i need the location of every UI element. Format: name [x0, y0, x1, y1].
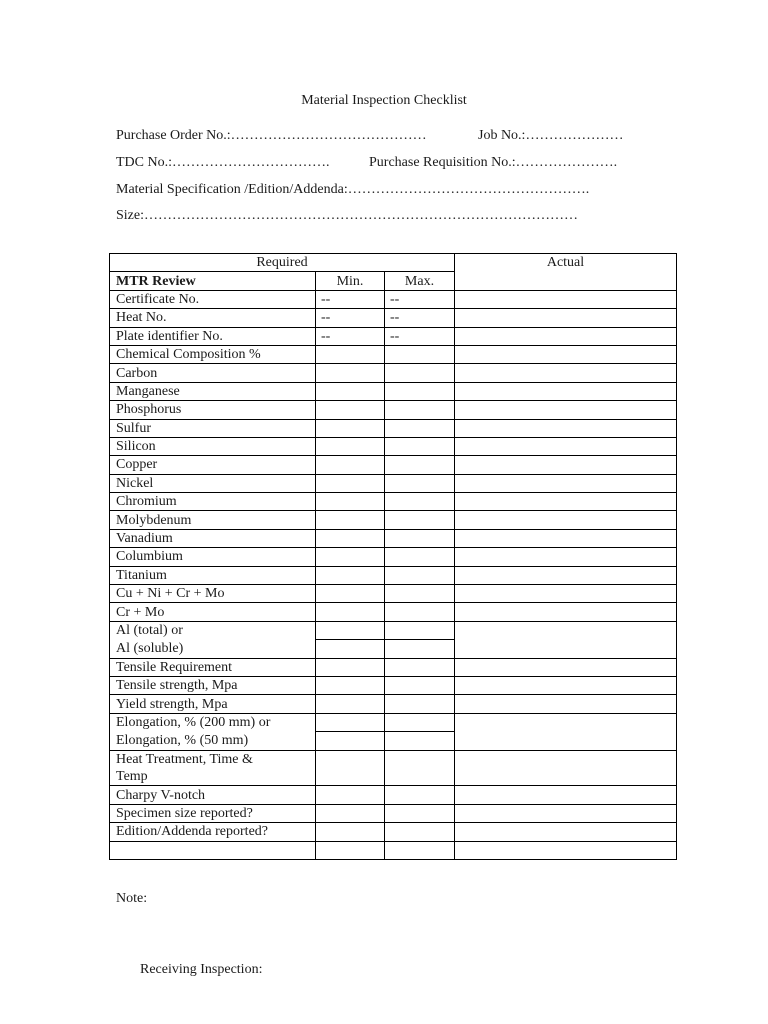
- row-min-cell: [316, 768, 385, 786]
- row-min-cell: [316, 621, 385, 639]
- row-max-cell: [385, 786, 455, 804]
- header-min: Min.: [316, 272, 385, 290]
- row-max-cell: --: [385, 309, 455, 327]
- row-label: Heat No.: [110, 309, 316, 327]
- row-min-cell: [316, 419, 385, 437]
- row-max-cell: [385, 750, 455, 768]
- table-row: [110, 511, 677, 529]
- row-max-cell: [385, 548, 455, 566]
- row-max-cell: [385, 695, 455, 713]
- row-max-cell: [385, 585, 455, 603]
- row-actual-cell: [455, 437, 677, 455]
- row-max-cell: [385, 456, 455, 474]
- row-label: Copper: [110, 456, 316, 474]
- document-title: Material Inspection Checklist: [301, 93, 467, 108]
- row-actual-cell: [455, 786, 677, 804]
- row-max-cell: [385, 658, 455, 676]
- row-label: Silicon: [110, 437, 316, 455]
- row-label: Titanium: [110, 566, 316, 584]
- row-max-cell: [385, 437, 455, 455]
- row-actual-cell: [455, 529, 677, 547]
- row-label: Columbium: [110, 548, 316, 566]
- row-actual-cell: [455, 695, 677, 713]
- row-actual-cell: [455, 713, 677, 731]
- row-min-cell: [316, 695, 385, 713]
- row-label: Temp: [110, 768, 316, 786]
- header-actual: Actual: [455, 254, 677, 291]
- row-max-cell: [385, 364, 455, 382]
- row-max-cell: [385, 511, 455, 529]
- row-max-cell: [385, 676, 455, 694]
- row-max-cell: --: [385, 327, 455, 345]
- table-row: [110, 290, 677, 308]
- row-actual-cell: [455, 364, 677, 382]
- row-max-cell: [385, 713, 455, 731]
- row-min-cell: [316, 529, 385, 547]
- table-row: [110, 456, 677, 474]
- row-label: Nickel: [110, 474, 316, 492]
- row-actual-cell: [455, 456, 677, 474]
- row-actual-cell: [455, 658, 677, 676]
- job-no-field: Job No.:…………………: [478, 128, 624, 143]
- row-actual-cell: [455, 841, 677, 859]
- row-actual-cell: [455, 732, 677, 750]
- row-max-cell: [385, 768, 455, 786]
- table-row: [110, 804, 677, 822]
- table-row: [110, 713, 677, 731]
- row-max-cell: [385, 382, 455, 400]
- row-actual-cell: [455, 419, 677, 437]
- table-row: [110, 493, 677, 511]
- row-actual-cell: [455, 804, 677, 822]
- row-min-cell: --: [316, 327, 385, 345]
- row-actual-cell: [455, 474, 677, 492]
- table-row: [110, 732, 677, 750]
- row-label: Molybdenum: [110, 511, 316, 529]
- row-label: Tensile Requirement: [110, 658, 316, 676]
- row-label: Phosphorus: [110, 401, 316, 419]
- row-min-cell: --: [316, 290, 385, 308]
- row-label: [110, 841, 316, 859]
- table-header-row: [110, 254, 677, 272]
- row-actual-cell: [455, 823, 677, 841]
- table-row: [110, 621, 677, 639]
- row-min-cell: [316, 713, 385, 731]
- row-label: Specimen size reported?: [110, 804, 316, 822]
- row-actual-cell: [455, 621, 677, 639]
- row-min-cell: [316, 456, 385, 474]
- row-max-cell: [385, 732, 455, 750]
- row-actual-cell: [455, 345, 677, 363]
- row-min-cell: [316, 732, 385, 750]
- table-row: [110, 309, 677, 327]
- row-max-cell: [385, 419, 455, 437]
- table-row: [110, 750, 677, 768]
- row-label: Cu + Ni + Cr + Mo: [110, 585, 316, 603]
- inspection-table: [109, 253, 677, 860]
- table-row: [110, 327, 677, 345]
- table-row: [110, 437, 677, 455]
- row-label: Cr + Mo: [110, 603, 316, 621]
- row-max-cell: [385, 804, 455, 822]
- row-actual-cell: [455, 382, 677, 400]
- row-actual-cell: [455, 603, 677, 621]
- row-actual-cell: [455, 640, 677, 658]
- row-max-cell: [385, 823, 455, 841]
- row-min-cell: [316, 511, 385, 529]
- row-actual-cell: [455, 676, 677, 694]
- row-min-cell: [316, 437, 385, 455]
- row-max-cell: --: [385, 290, 455, 308]
- row-actual-cell: [455, 309, 677, 327]
- section-label-mtr-review: MTR Review: [110, 272, 316, 290]
- header-required: Required: [110, 254, 455, 272]
- table-row: [110, 786, 677, 804]
- table-row: [110, 529, 677, 547]
- row-label: Chromium: [110, 493, 316, 511]
- row-max-cell: [385, 621, 455, 639]
- table-row: [110, 419, 677, 437]
- row-max-cell: [385, 603, 455, 621]
- row-label: Charpy V-notch: [110, 786, 316, 804]
- row-label: Al (total) or: [110, 621, 316, 639]
- table-row: [110, 768, 677, 786]
- row-min-cell: [316, 658, 385, 676]
- row-min-cell: [316, 804, 385, 822]
- row-label: Certificate No.: [110, 290, 316, 308]
- row-min-cell: [316, 474, 385, 492]
- row-min-cell: --: [316, 309, 385, 327]
- row-min-cell: [316, 841, 385, 859]
- table-row: [110, 364, 677, 382]
- row-min-cell: [316, 603, 385, 621]
- row-actual-cell: [455, 750, 677, 768]
- row-label: Edition/Addenda reported?: [110, 823, 316, 841]
- row-min-cell: [316, 750, 385, 768]
- row-max-cell: [385, 841, 455, 859]
- row-label: Chemical Composition %: [110, 345, 316, 363]
- row-min-cell: [316, 345, 385, 363]
- table-row: [110, 695, 677, 713]
- table-row: [110, 603, 677, 621]
- inspection-table-body: [110, 254, 677, 860]
- row-max-cell: [385, 566, 455, 584]
- row-min-cell: [316, 382, 385, 400]
- row-actual-cell: [455, 566, 677, 584]
- row-actual-cell: [455, 493, 677, 511]
- row-actual-cell: [455, 511, 677, 529]
- row-label: Plate identifier No.: [110, 327, 316, 345]
- row-actual-cell: [455, 585, 677, 603]
- header-max: Max.: [385, 272, 455, 290]
- row-label: Heat Treatment, Time &: [110, 750, 316, 768]
- row-max-cell: [385, 474, 455, 492]
- table-row: [110, 474, 677, 492]
- row-max-cell: [385, 401, 455, 419]
- row-actual-cell: [455, 401, 677, 419]
- row-min-cell: [316, 493, 385, 511]
- table-row: [110, 585, 677, 603]
- row-label: Tensile strength, Mpa: [110, 676, 316, 694]
- purchase-requisition-field: Purchase Requisition No.:………………….: [369, 155, 618, 170]
- row-label: Manganese: [110, 382, 316, 400]
- row-min-cell: [316, 566, 385, 584]
- row-label: Al (soluble): [110, 640, 316, 658]
- row-max-cell: [385, 345, 455, 363]
- row-min-cell: [316, 548, 385, 566]
- row-label: Vanadium: [110, 529, 316, 547]
- tdc-no-field: TDC No.:…………………………….: [116, 155, 330, 170]
- size-field: Size:…………………………………………………………………………………: [116, 208, 578, 223]
- table-row: [110, 548, 677, 566]
- table-row: [110, 401, 677, 419]
- row-max-cell: [385, 640, 455, 658]
- row-min-cell: [316, 401, 385, 419]
- row-actual-cell: [455, 768, 677, 786]
- row-actual-cell: [455, 290, 677, 308]
- table-row: [110, 382, 677, 400]
- table-row: [110, 841, 677, 859]
- row-min-cell: [316, 786, 385, 804]
- row-label: Yield strength, Mpa: [110, 695, 316, 713]
- table-row: [110, 566, 677, 584]
- table-row: [110, 640, 677, 658]
- table-row: [110, 823, 677, 841]
- row-min-cell: [316, 640, 385, 658]
- row-actual-cell: [455, 327, 677, 345]
- row-max-cell: [385, 493, 455, 511]
- row-label: Sulfur: [110, 419, 316, 437]
- table-row: [110, 658, 677, 676]
- row-label: Elongation, % (50 mm): [110, 732, 316, 750]
- purchase-order-field: Purchase Order No.:……………………………………: [116, 128, 427, 143]
- table-row: [110, 345, 677, 363]
- material-spec-field: Material Specification /Edition/Addenda:…………………………………………….: [116, 182, 590, 197]
- note-label: Note:: [116, 891, 148, 906]
- row-min-cell: [316, 823, 385, 841]
- row-min-cell: [316, 676, 385, 694]
- row-max-cell: [385, 529, 455, 547]
- row-min-cell: [316, 585, 385, 603]
- row-label: Elongation, % (200 mm) or: [110, 713, 316, 731]
- row-label: Carbon: [110, 364, 316, 382]
- receiving-inspection-label: Receiving Inspection:: [140, 962, 263, 977]
- row-actual-cell: [455, 548, 677, 566]
- row-min-cell: [316, 364, 385, 382]
- table-row: [110, 676, 677, 694]
